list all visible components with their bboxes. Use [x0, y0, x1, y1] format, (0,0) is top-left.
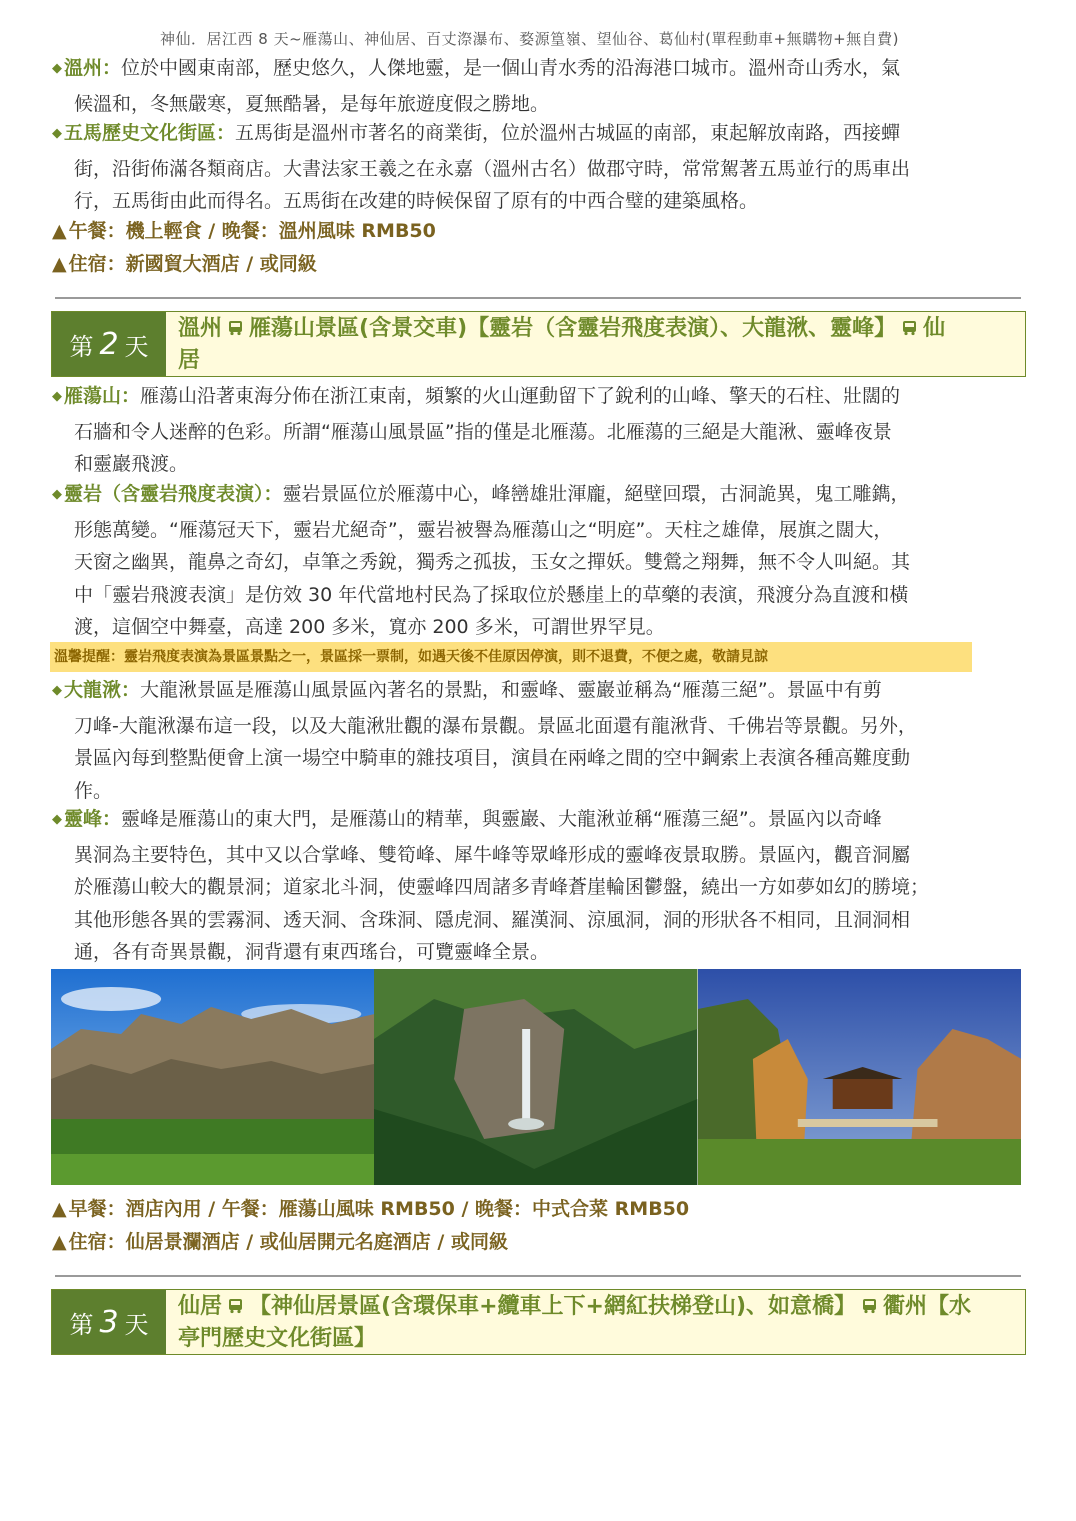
day-title: 仙居 【神仙居景區(含環保車+纜車上下+網紅扶梯登山)、如意橋】 衢州【水 亭門歷史文化街區】 [166, 1290, 1025, 1354]
list-item-dalongqiu: ◆ 大龍湫：大龍湫景區是雁蕩山風景區內著名的景點，和靈峰、靈巖並稱為“雁蕩三絕”。景區中有剪 刀峰-大龍湫瀑布這一段，以及大龍湫壯觀的瀑布景觀。景區北面還有龍湫背、千佛岩等景觀。另外， 景區內每到整點便會上演一場空中騎車的雜技項目，演員在兩峰之間的空中鋼索上表演各種高難度動 作。 [52, 679, 917, 802]
day-badge: 第 3 天 [52, 1290, 166, 1354]
triangle-icon: ▲ [52, 220, 67, 242]
diamond-bullet-icon: ◆ [52, 126, 62, 141]
list-item-wenzhou: ◆ 溫州：位於中國東南部，歷史悠久，人傑地靈，是一個山青水秀的沿海港口城市。溫州奇山秀水，氣 候溫和，冬無嚴寒，夏無酷暑，是每年旅遊度假之勝地。 [52, 57, 901, 115]
bus-icon [228, 1298, 243, 1314]
hotel-line: ▲ 住宿：仙居景瀾酒店 / 或仙居開元名庭酒店 / 或同級 [52, 1231, 508, 1253]
bus-icon [862, 1298, 877, 1314]
photo-cliffs [51, 969, 374, 1185]
diamond-bullet-icon: ◆ [52, 683, 62, 698]
list-item-lingfeng: ◆ 靈峰：靈峰是雁蕩山的東大門，是雁蕩山的精華，與靈巖、大龍湫並稱“雁蕩三絕”。景區內以奇峰 異洞為主要特色，其中又以合掌峰、雙筍峰、犀牛峰等眾峰形成的靈峰夜景取勝。景區內，觀音洞屬 於雁蕩山較大的觀景洞；道家北斗洞，使靈峰四周諸多青峰蒼崖輪囷鬱盤，繞出一方如夢如幻的勝境； 其他形態各異的雲霧洞、透天洞、含珠洞、隱虎洞、羅漢洞、涼風洞，洞的形狀各不相同，且洞洞相 通，各有奇異景觀，洞背還有東西瑤台，可覽靈峰全景。 [52, 808, 930, 963]
diamond-bullet-icon: ◆ [52, 487, 62, 502]
section-divider [55, 297, 1021, 299]
photo-waterfall [374, 969, 697, 1185]
triangle-icon: ▲ [52, 1198, 67, 1220]
bus-icon [902, 320, 917, 336]
day-title: 溫州 雁蕩山景區(含景交車)【靈岩（含靈岩飛度表演）、大龍湫、靈峰】 仙 居 [166, 312, 1025, 376]
running-header: 神仙．居江西 8 天~雁蕩山、神仙居、百丈漈瀑布、婺源篁嶺、望仙谷、葛仙村(單程動車+無購物+無自費) [160, 30, 899, 48]
day-3-header [51, 1289, 1026, 1355]
day-2-header [51, 311, 1026, 377]
list-item-wuma-street: ◆ 五馬歷史文化街區：五馬街是溫州市著名的商業街，位於溫州古城區的南部，東起解放南路，西接蟬 街，沿街佈滿各類商店。大書法家王羲之在永嘉（溫州古名）做郡守時，常常駕著五馬並行的馬車出 行，五馬街由此而得名。五馬街在改建的時候保留了原有的中西合璧的建築風格。 [52, 122, 911, 212]
day-badge: 第 2 天 [52, 312, 166, 376]
warm-reminder: 溫馨提醒：靈岩飛度表演為景區景點之一，景區採一票制，如遇天後不佳原因停演，則不退費，不便之處，敬請見諒 [50, 642, 972, 672]
meals-line: ▲ 早餐：酒店內用 / 午餐：雁蕩山風味 RMB50 / 晚餐：中式合菜 RMB50 [52, 1198, 690, 1220]
triangle-icon: ▲ [52, 253, 67, 275]
diamond-bullet-icon: ◆ [52, 61, 62, 76]
hotel-line: ▲ 住宿：新國貿大酒店 / 或同級 [52, 253, 317, 275]
diamond-bullet-icon: ◆ [52, 389, 62, 404]
meals-line: ▲ 午餐：機上輕食 / 晚餐：溫州風味 RMB50 [52, 220, 436, 242]
scenery-photos [51, 969, 1021, 1185]
photo-pavilion [698, 969, 1021, 1185]
section-divider [55, 1275, 1021, 1277]
triangle-icon: ▲ [52, 1231, 67, 1253]
diamond-bullet-icon: ◆ [52, 812, 62, 827]
bus-icon [228, 320, 243, 336]
list-item-lingyan: ◆ 靈岩（含靈岩飛度表演）：靈岩景區位於雁蕩中心，峰巒雄壯渾龐，絕壁回環，古洞詭異，鬼工雕鐫， 形態萬變。“雁蕩冠天下，靈岩尤絕奇”，靈岩被譽為雁蕩山之“明庭”。天柱之雄偉，展旗之闊大， 天窗之幽異，龍鼻之奇幻，卓筆之秀銳，獨秀之孤拔，玉女之撣妖。雙鶯之翔舞，無不令人叫絕。其 中「靈岩飛渡表演」是仿效 30 年代當地村民為了採取位於懸崖上的草藥的表演，飛渡分為直渡和橫 渡，這個空中舞臺，高達 200 多米，寬亦 200 多米，可謂世界罕見。 [52, 483, 911, 638]
list-item-yandangshan: ◆ 雁蕩山：雁蕩山沿著東海分佈在浙江東南，頻繁的火山運動留下了銳利的山峰、擎天的石柱、壯闊的 石牆和令人迷醉的色彩。所謂“雁蕩山風景區”指的僅是北雁蕩。北雁蕩的三絕是大龍湫、靈峰夜景 和靈巖飛渡。 [52, 385, 901, 475]
